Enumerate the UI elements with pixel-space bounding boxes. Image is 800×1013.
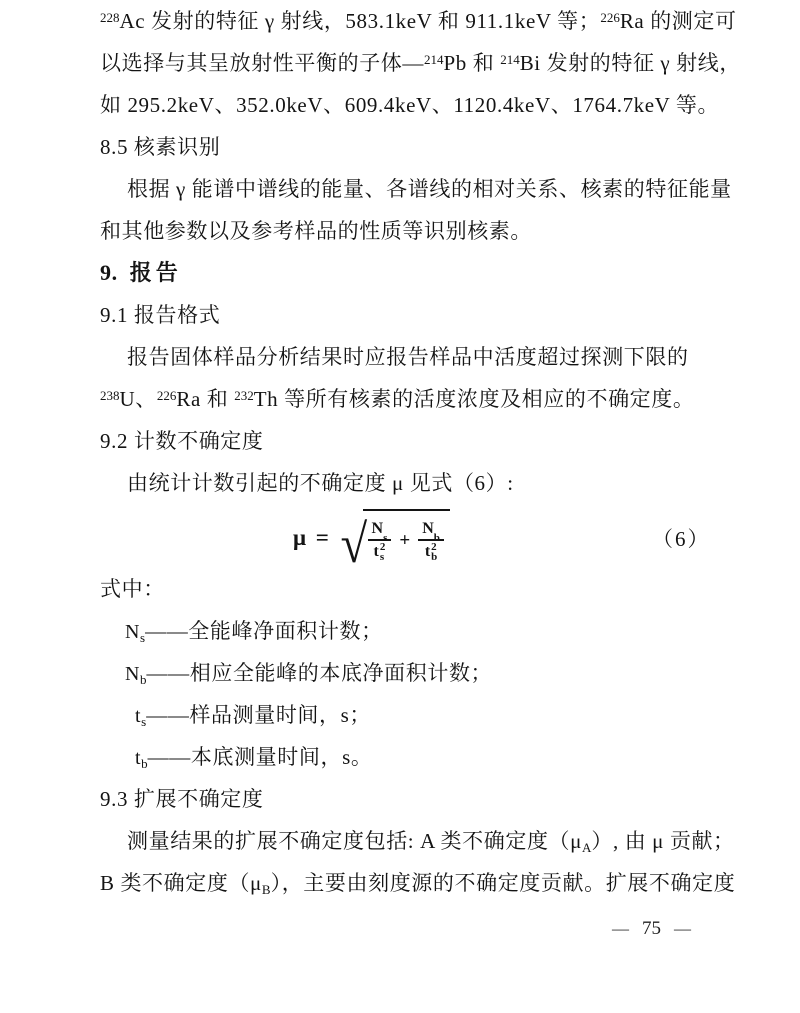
definition-text: ——本底测量时间，s。 bbox=[147, 745, 373, 769]
definition-text: ——样品测量时间，s； bbox=[146, 703, 372, 727]
definition-text: ——全能峰净面积计数； bbox=[145, 619, 383, 643]
para-line: 报告固体样品分析结果时应报告样品中活度超过探测下限的 bbox=[127, 345, 689, 369]
para-line: 和其他参数以及参考样品的性质等识别核素。 bbox=[100, 219, 532, 243]
equation-number: （6） bbox=[652, 527, 711, 551]
definition-text: ——相应全能峰的本底净面积计数； bbox=[146, 661, 493, 685]
page-footer bbox=[612, 918, 691, 940]
para-line: 如 295.2keV、352.0keV、609.4keV、1120.4keV、1764.7keV 等。 bbox=[100, 93, 720, 117]
symbol-nb: $N_b$ bbox=[125, 663, 147, 687]
para-line: $^{238}$U、$^{226}$Ra 和 $^{232}$Th 等所有核素的活度浓度及相应的不确定度。 bbox=[100, 387, 695, 411]
symbol-ts: $t_s$ bbox=[135, 705, 147, 729]
section-heading-9-2: 9.2 计数不确定度 bbox=[100, 429, 264, 453]
para-line: 由统计计数引起的不确定度 μ 见式（6）: bbox=[127, 471, 514, 495]
plus-operator: + bbox=[399, 530, 411, 551]
footer-dash-left: — bbox=[612, 919, 629, 938]
definition-row bbox=[100, 652, 718, 694]
definition-row bbox=[100, 610, 718, 652]
square-root bbox=[339, 509, 450, 574]
fraction-ns-ts: N s t 2 s bbox=[368, 520, 392, 562]
fraction-nb-tb: N b t 2 b bbox=[418, 520, 444, 562]
para-line: 根据 γ 能谱中谱线的能量、各谱线的相对关系、核素的特征能量 bbox=[127, 177, 732, 201]
equation-6 bbox=[100, 498, 718, 578]
document-body bbox=[100, 0, 741, 904]
para-line: B 类不确定度$(\mu_B)$，主要由刻度源的不确定度贡献。扩展不确定度 bbox=[100, 871, 736, 897]
radicand bbox=[363, 509, 450, 567]
section-heading-8-5: 8.5 核素识别 bbox=[100, 135, 221, 159]
para-line: $^{228}$Ac 发射的特征 γ 射线，583.1keV 和 911.1keV 等；$^{226}$Ra 的测定可 bbox=[100, 9, 737, 33]
mu-equals: μ = bbox=[293, 525, 331, 550]
section-heading-9 bbox=[100, 252, 718, 294]
para-line: 以选择与其呈放射性平衡的子体—$^{214}$Pb 和 $^{214}$Bi 发射的特征 γ 射线， bbox=[100, 51, 741, 75]
where-label: 式中： bbox=[100, 577, 165, 601]
symbol-tb: $t_b$ bbox=[135, 747, 148, 771]
symbol-ns: $N_s$ bbox=[125, 621, 146, 645]
definition-row bbox=[100, 736, 718, 778]
section-heading-9-1: 9.1 报告格式 bbox=[100, 303, 221, 327]
footer-dash-right: — bbox=[674, 919, 691, 938]
section-number: 9. bbox=[100, 260, 118, 285]
section-heading-9-3: 9.3 扩展不确定度 bbox=[100, 787, 264, 811]
radical-sign-icon: √ bbox=[340, 514, 368, 574]
section-title: 报告 bbox=[129, 260, 182, 285]
para-line: 测量结果的扩展不确定度包括: A 类不确定度$(\mu_A)$, 由 μ 贡献； bbox=[127, 829, 735, 855]
definition-row bbox=[100, 694, 718, 736]
page-number: 75 bbox=[642, 918, 661, 939]
